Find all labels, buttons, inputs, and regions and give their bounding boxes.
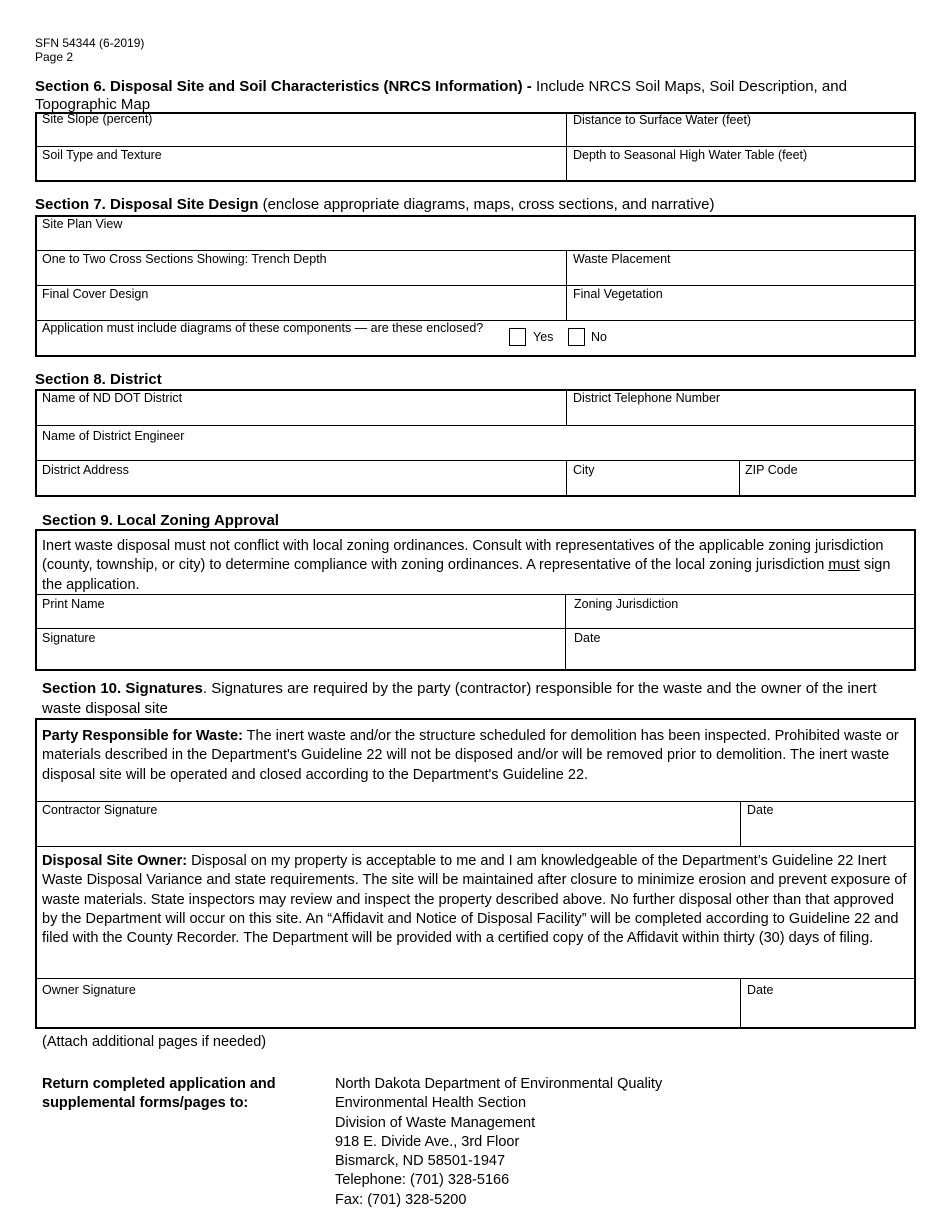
section9-heading xyxy=(42,512,279,530)
section6-heading xyxy=(35,78,915,114)
section9-title: Section 9. Local Zoning Approval xyxy=(42,512,279,529)
enclosed-question: Application must include diagrams of these components — are these enclosed? xyxy=(42,321,484,335)
waste-placement-field[interactable]: Waste Placement xyxy=(573,252,671,266)
divider xyxy=(566,112,567,182)
address-line: Environmental Health Section xyxy=(335,1095,527,1112)
zoning-text-start: Inert waste disposal must not conflict with local zoning ordinances. Consult with representatives of the applicable zoning jurisdiction (county, township, or city) to determine compliance with zoning ordinances. A representative of the local zoning jurisdiction xyxy=(42,538,884,574)
cross-sections-field[interactable]: One to Two Cross Sections Showing: Trench Depth xyxy=(42,252,327,266)
section8-heading xyxy=(35,371,162,389)
divider xyxy=(35,146,916,147)
divider xyxy=(740,978,741,1029)
divider xyxy=(566,250,567,320)
zip-field[interactable]: ZIP Code xyxy=(745,463,798,477)
city-field[interactable]: City xyxy=(573,463,595,477)
section10-title: Section 10. Signatures xyxy=(42,680,203,697)
divider xyxy=(566,389,567,425)
district-engineer-field[interactable]: Name of District Engineer xyxy=(42,429,185,443)
site-plan-field[interactable]: Site Plan View xyxy=(42,217,123,231)
owner-paragraph xyxy=(42,852,912,948)
form-number: SFN 54344 (6-2019) xyxy=(35,36,145,50)
return-label-line2: supplemental forms/pages to: xyxy=(42,1095,249,1111)
section6-subtitle: Include NRCS Soil Maps, Soil Description, and Topographic Map xyxy=(35,78,847,113)
district-name-field[interactable]: Name of ND DOT District xyxy=(42,391,183,405)
address-line: North Dakota Department of Environmental Quality xyxy=(335,1076,663,1092)
divider xyxy=(35,250,916,251)
section7-heading xyxy=(35,196,915,214)
zoning-signature-field[interactable]: Signature xyxy=(42,631,96,645)
divider xyxy=(565,594,566,671)
return-address xyxy=(335,1075,662,1210)
no-label: No xyxy=(591,330,607,344)
yes-label: Yes xyxy=(533,330,554,344)
owner-heading: Disposal Site Owner: xyxy=(42,853,188,869)
no-checkbox[interactable] xyxy=(568,328,585,346)
zoning-paragraph xyxy=(42,537,910,595)
divider xyxy=(35,425,916,426)
section6-table xyxy=(35,112,916,182)
address-line: Division of Waste Management xyxy=(335,1114,536,1131)
divider xyxy=(566,460,567,497)
owner-text: Disposal on my property is acceptable to me and I am knowledgeable of the Department’s Guideline 22 Inert Waste Disposal Variance and state requirements. The site will be maintained after closure to minimize erosion and prevent exposure of waste materials. State inspectors may review and inspect the property described above. No further disposal other than that approved by the Department will occur on this site. An “Affidavit and Notice of Disposal Facility” will be completed according to Guideline 22 and filed with the County Recorder. The Department will be provided with a certified copy of the Affidavit within thirty (30) days of filing. xyxy=(42,853,907,947)
party-heading: Party Responsible for Waste: xyxy=(42,728,243,744)
section8-title: Section 8. District xyxy=(35,371,162,388)
party-paragraph xyxy=(42,727,910,785)
section10-heading xyxy=(42,679,882,718)
depth-water-table-field[interactable]: Depth to Seasonal High Water Table (feet) xyxy=(573,148,808,162)
address-line: Telephone: (701) 328-5166 xyxy=(335,1172,510,1189)
yes-checkbox[interactable] xyxy=(509,328,526,346)
final-cover-field[interactable]: Final Cover Design xyxy=(42,287,149,301)
divider xyxy=(35,628,916,629)
print-name-field[interactable]: Print Name xyxy=(42,597,105,611)
soil-type-field[interactable]: Soil Type and Texture xyxy=(42,148,162,162)
divider xyxy=(35,978,916,979)
divider xyxy=(35,801,916,802)
district-phone-field[interactable]: District Telephone Number xyxy=(573,391,721,405)
zoning-text-must: must xyxy=(828,557,860,574)
zoning-jurisdiction-field[interactable]: Zoning Jurisdiction xyxy=(574,597,679,611)
party-text: The inert waste and/or the structure scheduled for demolition has been inspected. Prohibited waste or materials described in the Department's Guideline 22 will not be disposed and/or will be removed prior to demolition. The inert waste disposal site will be operated and closed according to the Department's Guideline 22. xyxy=(42,728,899,783)
divider xyxy=(35,460,916,461)
divider xyxy=(35,846,916,847)
divider xyxy=(739,460,740,497)
section10-intro: . Signatures are required by the party (contractor) responsible for the waste and the owner of the inert waste disposal site xyxy=(42,680,877,717)
zoning-date-field[interactable]: Date xyxy=(574,631,601,645)
site-slope-field[interactable]: Site Slope (percent) xyxy=(42,112,153,126)
contractor-signature-field[interactable]: Contractor Signature xyxy=(42,803,158,817)
section7-subtitle: (enclose appropriate diagrams, maps, cross sections, and narrative) xyxy=(262,196,715,213)
final-vegetation-field[interactable]: Final Vegetation xyxy=(573,287,663,301)
owner-signature-field[interactable]: Owner Signature xyxy=(42,983,136,997)
section6-title: Section 6. Disposal Site and Soil Characteristics (NRCS Information) - xyxy=(35,78,532,95)
address-line: Fax: (701) 328-5200 xyxy=(335,1191,467,1208)
divider xyxy=(35,285,916,286)
attach-note: (Attach additional pages if needed) xyxy=(42,1034,267,1050)
return-label-line1: Return completed application and xyxy=(42,1076,276,1092)
contractor-date-field[interactable]: Date xyxy=(747,803,774,817)
zoning-text-end: sign the application. xyxy=(42,557,891,593)
owner-date-field[interactable]: Date xyxy=(747,983,774,997)
section7-title: Section 7. Disposal Site Design xyxy=(35,196,259,213)
section7-table xyxy=(35,215,916,357)
address-line: 918 E. Divide Ave., 3rd Floor xyxy=(335,1133,520,1150)
distance-surface-water-field[interactable]: Distance to Surface Water (feet) xyxy=(573,113,752,127)
district-address-field[interactable]: District Address xyxy=(42,463,129,477)
page-number: Page 2 xyxy=(35,50,74,64)
divider xyxy=(740,801,741,846)
section8-table xyxy=(35,389,916,497)
address-line: Bismarck, ND 58501-1947 xyxy=(335,1153,506,1170)
divider xyxy=(35,594,916,595)
